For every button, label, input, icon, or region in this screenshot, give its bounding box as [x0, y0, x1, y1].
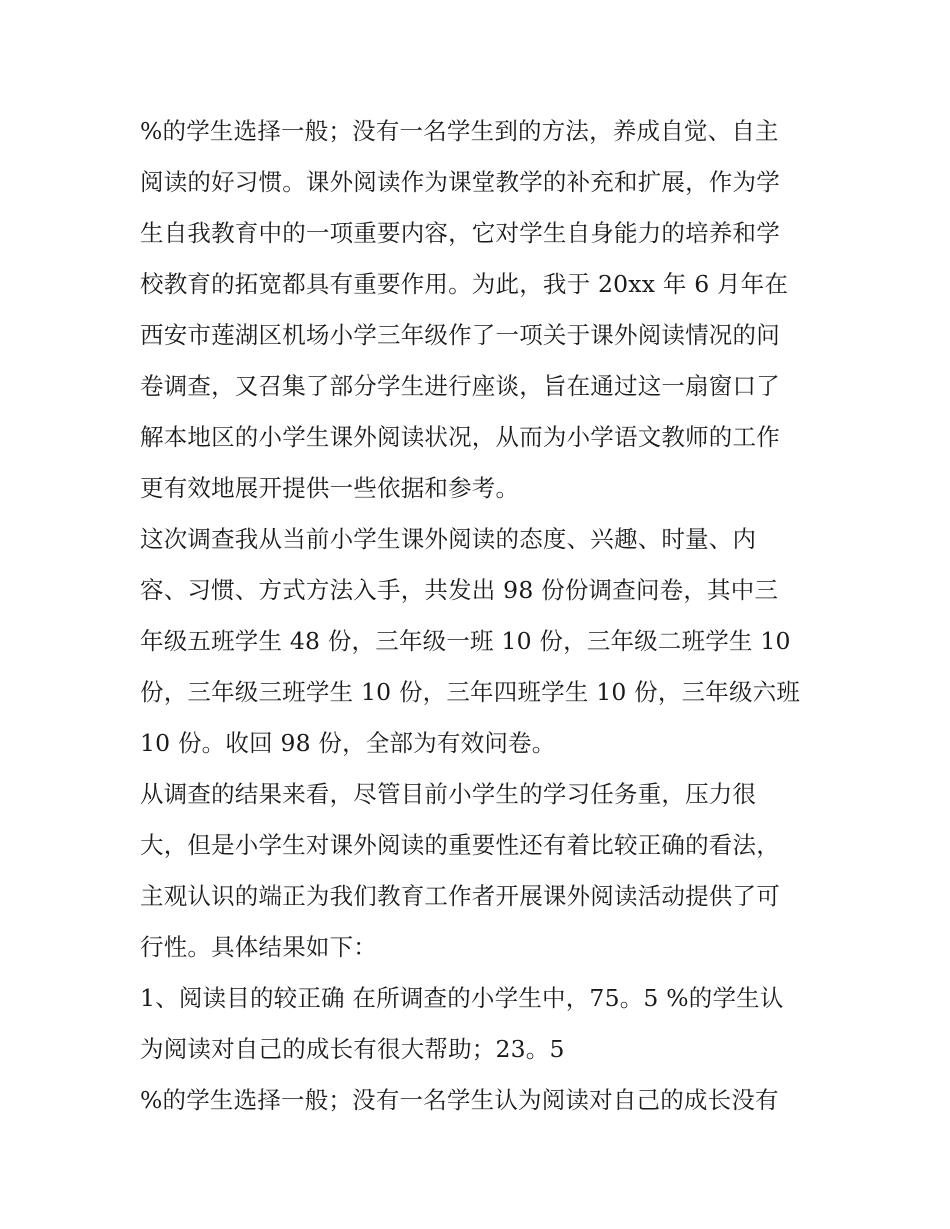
text-line: 阅读的好习惯。课外阅读作为课堂教学的补充和扩展，作为学 [140, 168, 780, 196]
text-line: 10 份。收回 98 份，全部为有效问卷。 [140, 729, 556, 757]
text-line: 解本地区的小学生课外阅读状况，从而为小学语文教师的工作 [140, 423, 780, 451]
text-line: 主观认识的端正为我们教育工作者开展课外阅读活动提供了可 [140, 882, 780, 910]
document-body [140, 106, 820, 1126]
text-line: 更有效地展开提供一些依据和参考。 [140, 474, 520, 502]
text-line: 大，但是小学生对课外阅读的重要性还有着比较正确的看法， [140, 831, 780, 859]
text-line: 为阅读对自己的成长有很大帮助；23。5 [140, 1035, 565, 1063]
text-line: 份，三年级三班学生 10 份，三年四班学生 10 份，三年级六班 [140, 678, 801, 706]
text-line: %的学生选择一般；没有一名学生认为阅读对自己的成长没有 [140, 1086, 779, 1114]
text-line: 卷调查，又召集了部分学生进行座谈，旨在通过这一扇窗口了 [140, 372, 780, 400]
text-line: 生自我教育中的一项重要内容，它对学生自身能力的培养和学 [140, 219, 780, 247]
text-line: 西安市莲湖区机场小学三年级作了一项关于课外阅读情况的问 [140, 321, 780, 349]
text-line: 容、习惯、方式方法入手，共发出 98 份份调查问卷，其中三 [140, 576, 779, 604]
text-line: 1、阅读目的较正确 在所调查的小学生中，75。5 %的学生认 [140, 984, 784, 1012]
text-line: 行性。具体结果如下： [140, 933, 377, 961]
text-line: 从调查的结果来看，尽管目前小学生的学习任务重，压力很 [140, 780, 757, 808]
text-line: 这次调查我从当前小学生课外阅读的态度、兴趣、时量、内 [140, 525, 757, 553]
text-line: %的学生选择一般；没有一名学生到的方法，养成自觉、自主 [140, 117, 779, 145]
text-line: 年级五班学生 48 份，三年级一班 10 份，三年级二班学生 10 [140, 627, 791, 655]
text-line: 校教育的拓宽都具有重要作用。为此，我于 20xx 年 6 月年在 [140, 270, 789, 298]
